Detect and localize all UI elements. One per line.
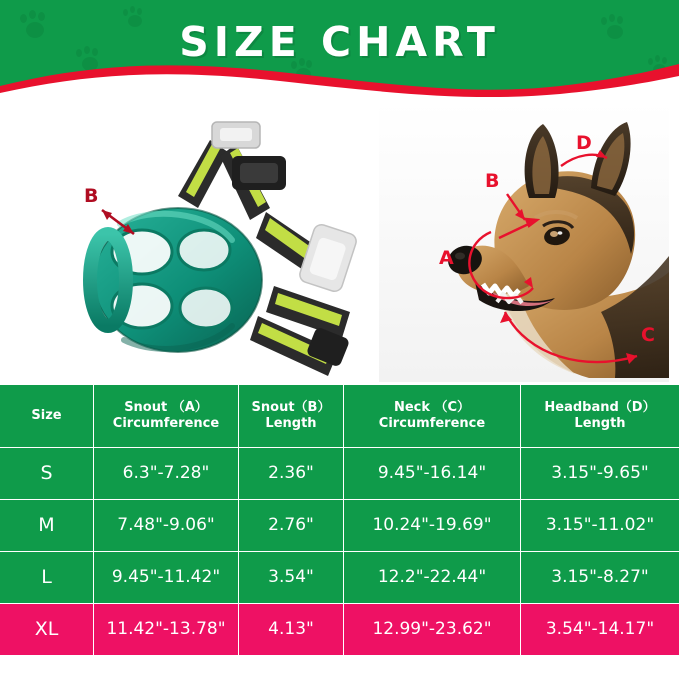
table-header-row: [0, 385, 679, 447]
table-cell-neck-circumference: 12.99"-23.62": [344, 604, 521, 655]
measure-label-b-product: B: [84, 185, 99, 207]
table-cell-neck-circumference: 9.45"-16.14": [344, 448, 521, 499]
table-cell-snout-circumference: 11.42"-13.78": [94, 604, 239, 655]
table-header-size-label: Size: [31, 407, 62, 423]
table-header-line1: Headband（D）: [544, 399, 656, 415]
table-cell-snout-length: 2.36": [239, 448, 344, 499]
table-cell-snout-circumference: 6.3"-7.28": [94, 448, 239, 499]
table-row: [0, 551, 679, 603]
table-cell-headband-length: 3.15"-9.65": [551, 462, 649, 483]
table-header-line2: Length: [574, 416, 626, 431]
table-row-highlighted: [0, 603, 679, 655]
header-wave-decoration: [0, 56, 679, 100]
table-cell-snout-circumference: 9.45"-11.42": [94, 552, 239, 603]
header-banner: [0, 0, 679, 100]
product-photo-muzzle: [60, 100, 360, 385]
measure-label-b-dog: B: [485, 170, 500, 192]
measure-label-a: A: [439, 247, 454, 269]
table-header-line2: Circumference: [378, 416, 486, 431]
measure-label-d: D: [576, 132, 592, 154]
dog-photo: [379, 102, 669, 382]
table-cell-headband-length: 3.54"-14.17": [545, 618, 655, 639]
table-header-line2: Circumference: [112, 416, 220, 431]
diagram-area: [0, 100, 679, 385]
table-header-line2: Length: [265, 416, 317, 431]
table-cell-size: M: [0, 500, 94, 551]
table-header-snout-circumference: [94, 385, 239, 447]
table-cell-snout-length: 3.54": [239, 552, 344, 603]
table-row: [0, 499, 679, 551]
measure-label-c: C: [641, 324, 655, 346]
table-row: [0, 447, 679, 499]
table-cell-neck-circumference: 10.24"-19.69": [344, 500, 521, 551]
table-header-size: [0, 385, 94, 447]
table-cell-snout-length: 4.13": [239, 604, 344, 655]
table-header-headband-length: [521, 385, 679, 447]
muzzle-illustration: [60, 100, 360, 385]
size-table: [0, 385, 679, 679]
table-cell-snout-circumference: 7.48"-9.06": [94, 500, 239, 551]
table-header-neck-circumference: [344, 385, 521, 447]
page-title: SIZE CHART: [179, 18, 500, 66]
table-cell-size: XL: [0, 604, 94, 655]
table-cell-size: L: [0, 552, 94, 603]
table-header-snout-length: [239, 385, 344, 447]
table-cell-headband-length: 3.15"-11.02": [545, 514, 655, 535]
table-header-line1: Snout（B）: [251, 399, 331, 415]
table-cell-neck-circumference: 12.2"-22.44": [344, 552, 521, 603]
dog-illustration: [379, 102, 669, 382]
table-cell-snout-length: 2.76": [239, 500, 344, 551]
table-cell-headband-length: 3.15"-8.27": [551, 566, 649, 587]
table-header-line1: Snout （A）: [124, 399, 208, 415]
table-header-line1: Neck （C）: [393, 399, 471, 415]
table-cell-size: S: [0, 448, 94, 499]
